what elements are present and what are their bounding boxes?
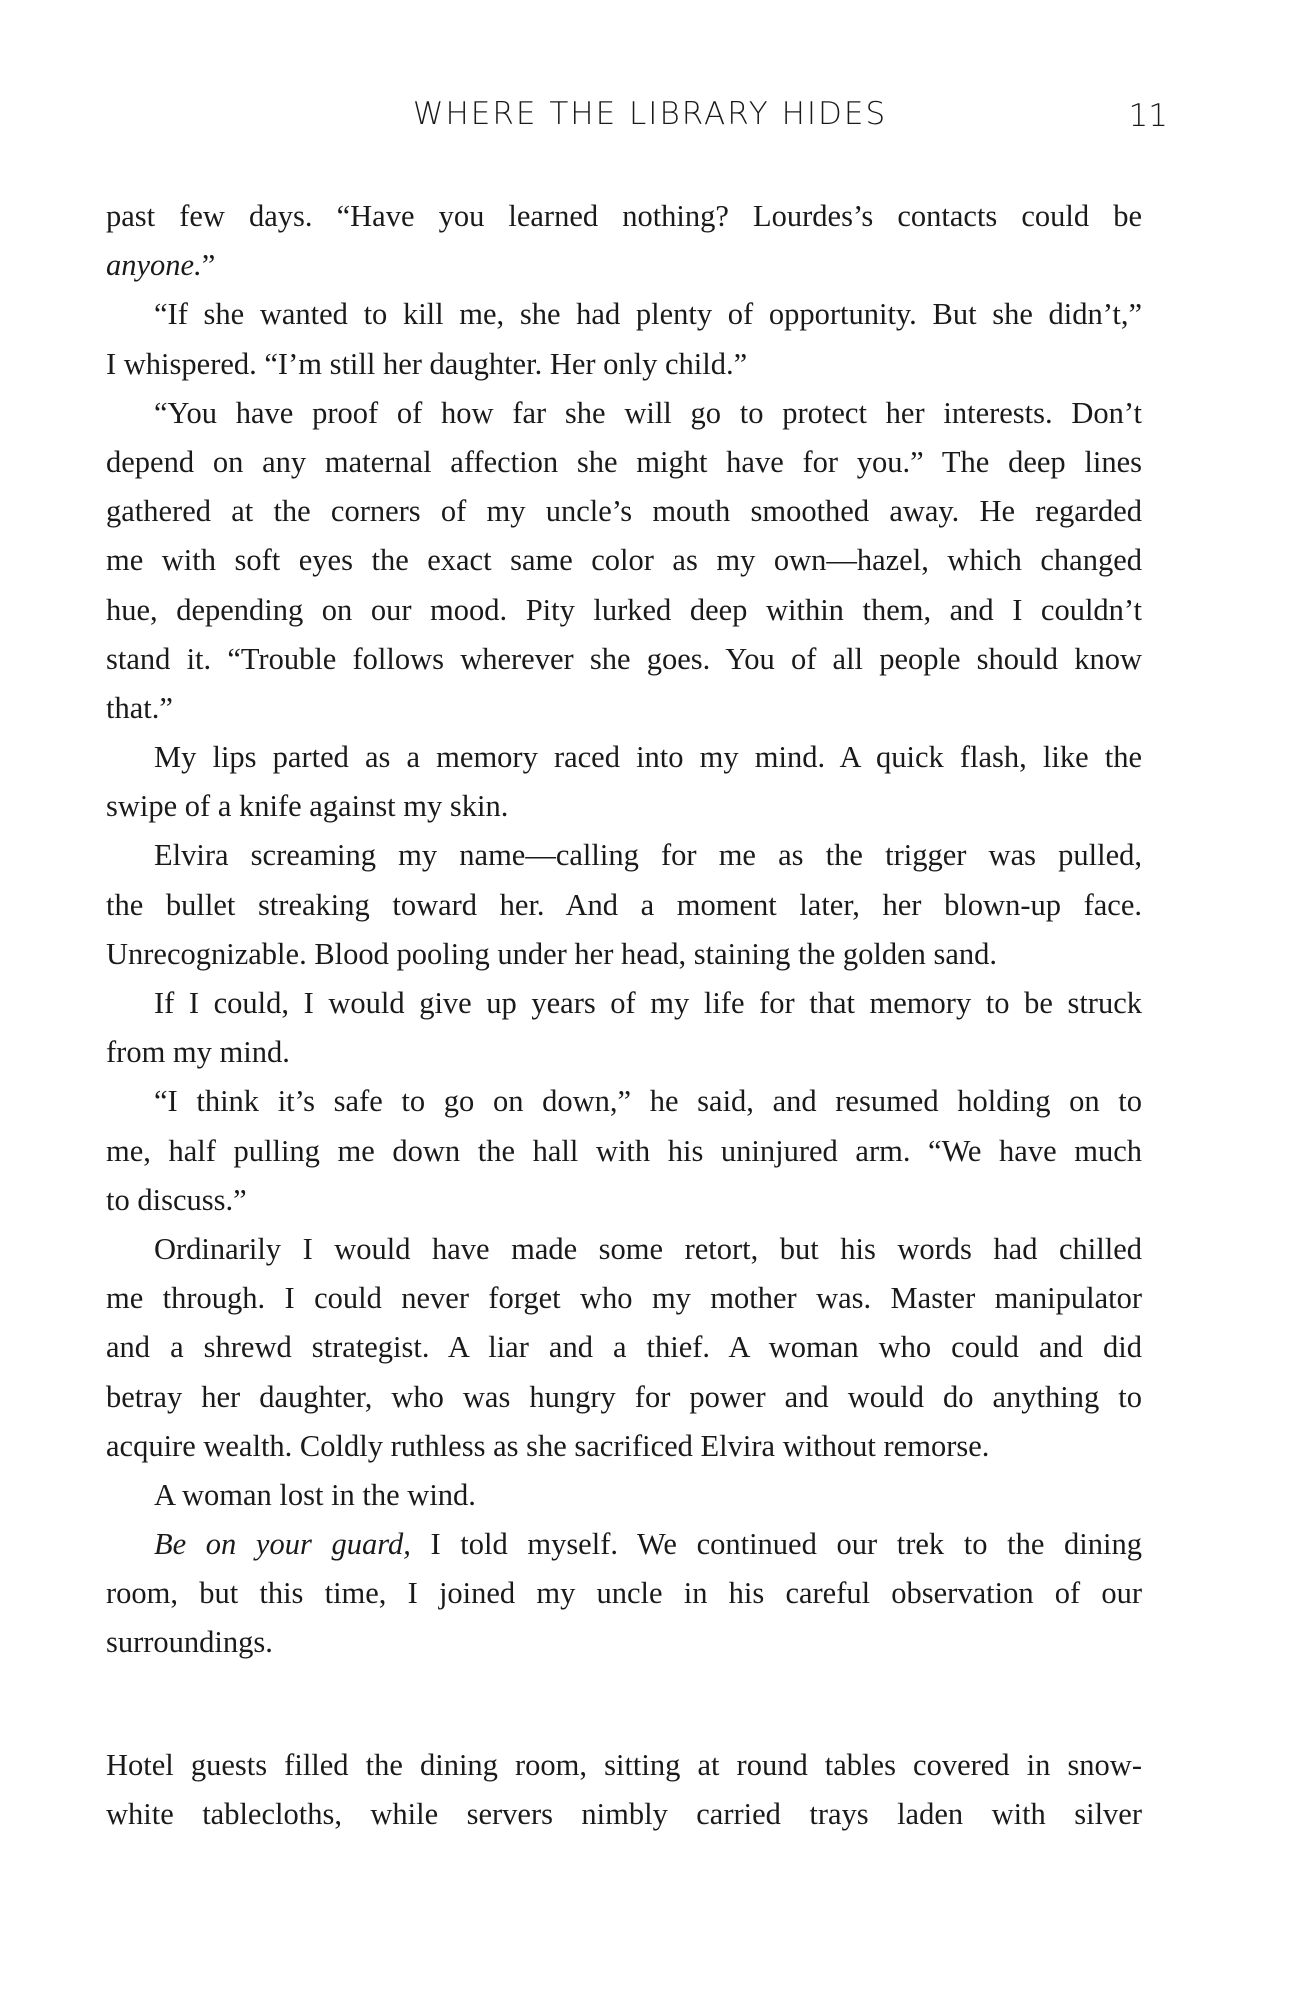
text-segment: that.” [106,690,173,725]
text-line [106,241,1142,290]
text-line [106,1127,1142,1176]
text-segment: gathered at the corners of my uncle’s mouth smoothed away. He regarded [106,494,1142,529]
text-line [106,340,1142,389]
italic-text: anyone. [106,248,202,283]
text-segment: “If she wanted to kill me, she had plenty of opportunity. But she didn’t,” [154,297,1142,332]
text-segment: room, but this time, I joined my uncle in his careful observation of our [106,1576,1142,1611]
text-segment: me through. I could never forget who my mother was. Master manipulator [106,1281,1142,1316]
text-segment: Ordinarily I would have made some retort, but his words had chilled [154,1231,1142,1266]
text-segment: ” [201,248,216,283]
text-segment: the bullet streaking toward her. And a moment later, her blown-up face. [106,887,1142,922]
text-segment: My lips parted as a memory raced into my mind. A quick flash, like the [154,740,1142,775]
text-segment: and a shrewd strategist. A liar and a thief. A woman who could and did [106,1330,1142,1365]
text-line [106,1176,1142,1225]
text-line [106,930,1142,979]
text-segment: stand it. “Trouble follows wherever she goes. You of all people should know [106,641,1142,676]
text-segment: me with soft eyes the exact same color as my own—hazel, which changed [106,543,1142,578]
text-line [106,1618,1142,1667]
text-segment: I told myself. We continued our trek to the dining [410,1527,1143,1562]
page-number: 11 [1128,98,1168,134]
text-line [106,586,1142,635]
text-line [106,1274,1142,1323]
text-line [106,1471,1142,1520]
text-segment: Elvira screaming my name—calling for me as the trigger was pulled, [154,838,1142,873]
running-header: WHERE THE LIBRARY HIDES [412,96,888,132]
text-line [106,1741,1142,1790]
text-line [106,1077,1142,1126]
text-line [106,1028,1142,1077]
text-line [106,1225,1142,1274]
text-line [106,733,1142,782]
text-segment: I whispered. “I’m still her daughter. Her only child.” [106,346,748,381]
text-line [106,1373,1142,1422]
text-segment: betray her daughter, who was hungry for power and would do anything to [106,1379,1142,1414]
section-break [106,1668,1142,1741]
text-segment: to discuss.” [106,1182,247,1217]
text-line [106,536,1142,585]
text-line [106,782,1142,831]
text-line [106,438,1142,487]
italic-text: Be on your guard, [154,1527,411,1562]
text-segment: Unrecognizable. Blood pooling under her head, staining the golden sand. [106,936,998,971]
text-segment: from my mind. [106,1035,290,1070]
text-line [106,684,1142,733]
text-segment: acquire wealth. Coldly ruthless as she sacrificed Elvira without remorse. [106,1428,990,1463]
text-line [106,192,1142,241]
text-segment: If I could, I would give up years of my life for that memory to be struck [154,986,1142,1020]
text-segment: swipe of a knife against my skin. [106,789,509,824]
text-line [106,881,1142,930]
body-text [106,192,1142,1839]
text-segment: white tablecloths, while servers nimbly carried trays laden with silver [106,1796,1142,1831]
text-segment: hue, depending on our mood. Pity lurked deep within them, and I couldn’t [106,592,1142,627]
text-line [106,487,1142,536]
text-segment: past few days. “Have you learned nothing? Lourdes’s contacts could be [106,199,1142,233]
text-line [106,635,1142,684]
text-line [106,1520,1142,1569]
text-segment: me, half pulling me down the hall with his uninjured arm. “We have much [106,1133,1142,1168]
text-line [106,290,1142,339]
text-segment: “You have proof of how far she will go to protect her interests. Don’t [154,395,1142,430]
text-line [106,1569,1142,1618]
text-segment: “I think it’s safe to go on down,” he said, and resumed holding on to [154,1084,1142,1119]
text-line [106,831,1142,880]
text-segment: depend on any maternal affection she might have for you.” The deep lines [106,444,1142,479]
text-segment: A woman lost in the wind. [154,1477,476,1512]
text-segment: Hotel guests filled the dining room, sitting at round tables covered in snow- [106,1747,1142,1782]
text-line [106,1422,1142,1471]
text-segment: surroundings. [106,1625,273,1660]
text-line [106,1323,1142,1372]
text-line [106,1790,1142,1839]
text-line [106,979,1142,1028]
text-line [106,389,1142,438]
